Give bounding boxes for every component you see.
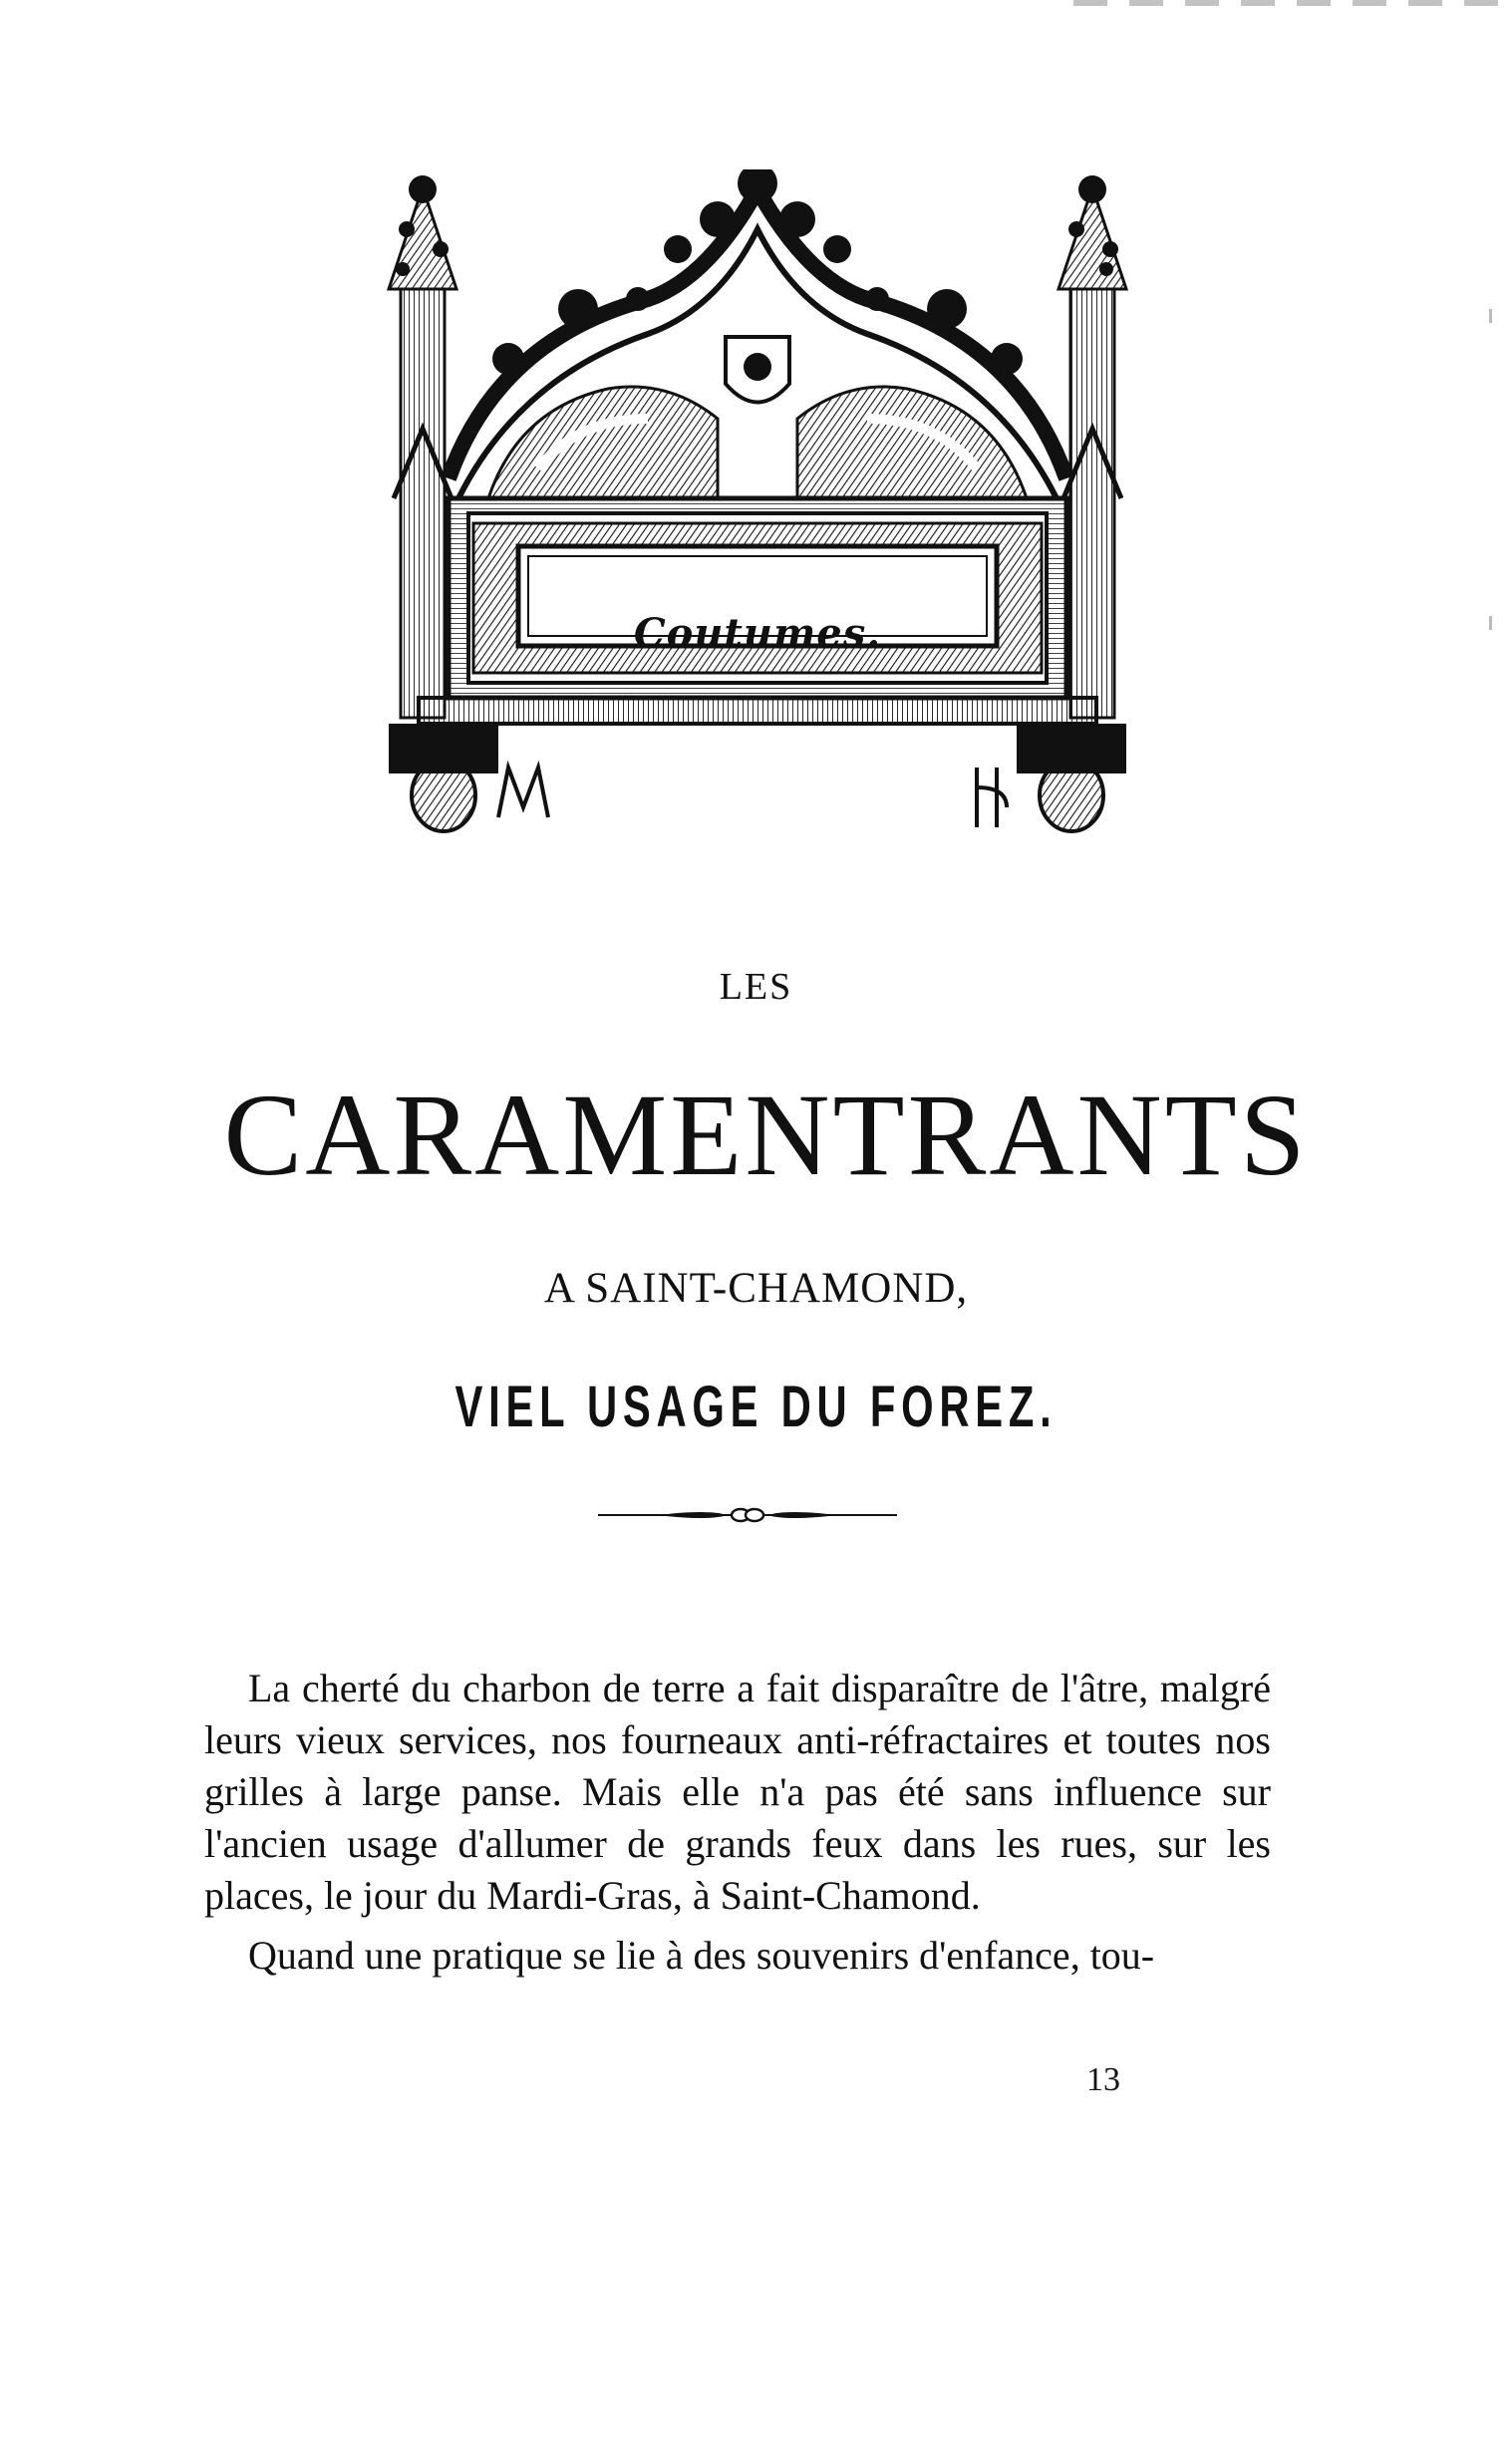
gothic-frame-icon <box>349 169 1166 907</box>
heading-bold-subtitle: VIEL USAGE DU FOREZ. <box>454 1375 1058 1439</box>
ornamental-divider <box>598 1505 897 1525</box>
body-text <box>204 1663 1271 1982</box>
page-number: 13 <box>1086 2061 1120 2098</box>
heading-subtitle: A SAINT-CHAMOND, <box>543 1265 969 1312</box>
paragraph: Quand une pratique se lie à des souvenirs d'enfance, tou- <box>248 1933 1155 1978</box>
scan-edge-marks <box>1073 0 1502 6</box>
scan-tick-mark <box>1489 309 1492 323</box>
gothic-frame-ornament <box>349 169 1166 907</box>
heading-article: LES <box>719 966 793 1008</box>
scan-tick-mark <box>1489 616 1492 630</box>
ornament-label: Coutumes. <box>633 610 882 657</box>
paragraph: La cherté du charbon de terre a fait disparaître de l'âtre, malgré leurs vieux services, nos fourneaux anti-réfractaires et toutes nos grilles à large panse. Mais elle n'a pas été sans influence sur l'ancien usage d'allumer de grands feux dans les rues, sur les places, le jour du Mardi-Gras, à Saint-Chamond. <box>204 1666 1271 1918</box>
page-title: CARAMENTRANTS <box>223 1070 1309 1200</box>
